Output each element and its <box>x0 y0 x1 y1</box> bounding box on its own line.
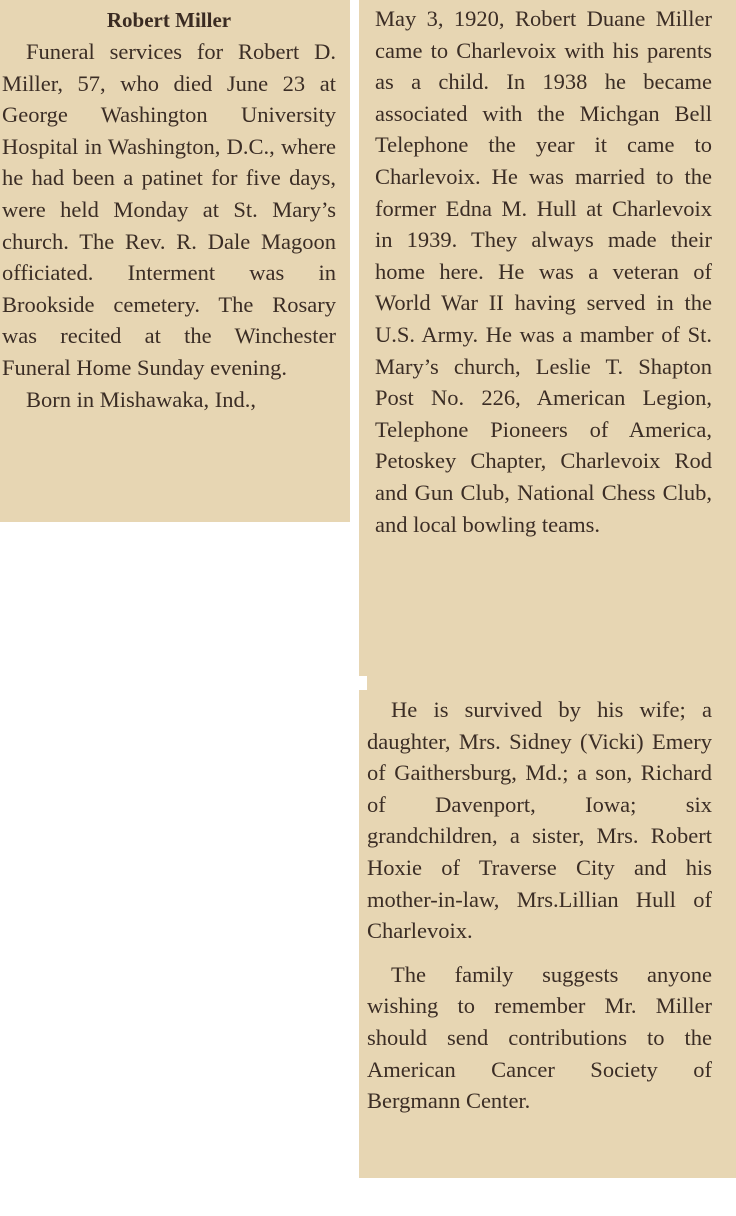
obituary-column-right-bottom <box>359 682 736 1178</box>
obituary-column-right-top <box>359 0 736 682</box>
survivors-paragraph: He is survived by his wife; a daughter, Mrs. Sidney (Vicki) Emery of Gaithersburg, Md.; a son, Richard of Davenport, Iowa; six grandchildren, a sister, Mrs. Robert Hoxie of Traverse City and his mother-in-law, Mrs.Lillian Hull of Charlevoix. <box>367 697 712 944</box>
funeral-paragraph: Funeral services for Robert D. Miller, 57, who died June 23 at George Washington University Hospital in Washington, D.C., where he had been a patinet for five days, were held Monday at St. Mary’s church. The Rev. R. Dale Magoon officiated. Interment was in Brookside cemetery. The Rosary was recited at the Winchester Funeral Home Sunday evening. <box>2 39 336 380</box>
clipping-seam <box>359 676 367 690</box>
memorial-paragraph: The family suggests anyone wishing to remember Mr. Miller should send contributions to the American Cancer Society of Bergmann Center. <box>367 961 712 1114</box>
biography-paragraph: May 3, 1920, Robert Duane Miller came to Charlevoix with his parents as a child. In 1938 he became associated with the Michgan Bell Telephone the year it came to Charlevoix. He was married to the former Edna M. Hull at Charlevoix in 1939. They always made their home here. He was a veteran of World War II having served in the U.S. Army. He was a mamber of St. Mary’s church, Leslie T. Shapton Post No. 226, American Legion, Telephone Pioneers of America, Petoskey Chapter, Charlevoix Rod and Gun Club, National Chess Club, and local bowling teams. <box>375 6 712 537</box>
obituary-column-left <box>0 0 350 522</box>
obituary-headline: Robert Miller <box>106 8 232 32</box>
birth-paragraph-start: Born in Mishawaka, Ind., <box>26 386 256 412</box>
